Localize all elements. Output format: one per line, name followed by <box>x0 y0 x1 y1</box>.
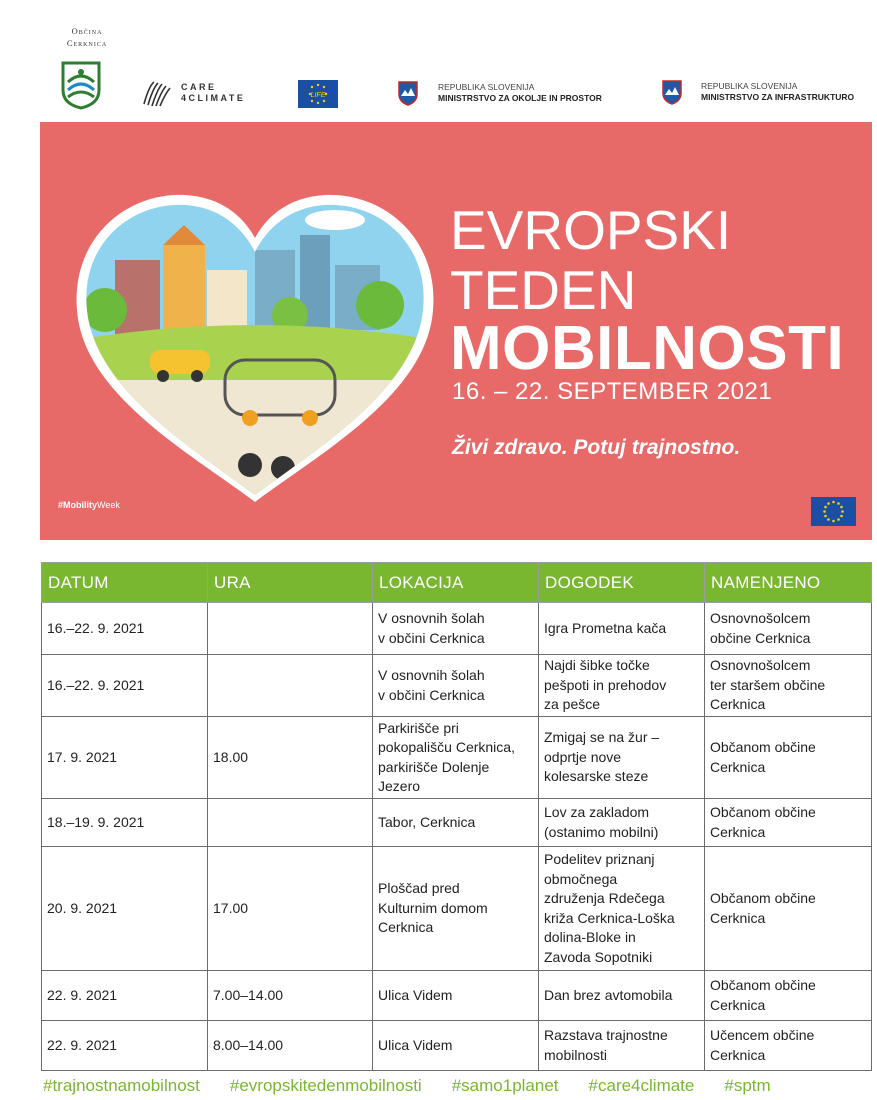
cell-lokacija: Ulica Videm <box>373 1021 539 1071</box>
care4climate-label: CARE 4CLIMATE <box>181 82 246 103</box>
cell-dogodek: Zmigaj se na žur – odprtje nove kolesarske steze <box>539 717 705 799</box>
cell-datum: 18.–19. 9. 2021 <box>42 799 208 847</box>
hashtag-care4climate: #care4climate <box>588 1076 695 1095</box>
banner-dates: 16. – 22. SEPTEMBER 2021 <box>452 378 773 405</box>
cell-namenjeno: Občanom občine Cerknica <box>705 799 872 847</box>
cell-ura <box>208 799 373 847</box>
header-datum: DATUM <box>42 563 208 603</box>
cell-datum: 22. 9. 2021 <box>42 1021 208 1071</box>
cell-namenjeno: Učencem občine Cerknica <box>705 1021 872 1071</box>
cell-datum: 17. 9. 2021 <box>42 717 208 799</box>
cell-ura: 18.00 <box>208 717 373 799</box>
banner-title-line1: EVROPSKI <box>450 199 732 261</box>
hashtag-trajnostnamobilnost: #trajnostnamobilnost <box>43 1076 200 1095</box>
cell-ura: 7.00–14.00 <box>208 971 373 1021</box>
cell-ura: 8.00–14.00 <box>208 1021 373 1071</box>
hashtag-sptm: #sptm <box>724 1076 771 1095</box>
table-row <box>42 847 872 971</box>
cell-namenjeno: Osnovnošolcem ter staršem občine Cerknica <box>705 655 872 717</box>
cell-lokacija: V osnovnih šolah v občini Cerknica <box>373 603 539 655</box>
events-table <box>41 562 872 1071</box>
cell-namenjeno: Osnovnošolcem občine Cerknica <box>705 603 872 655</box>
cell-dogodek: Lov za zakladom (ostanimo mobilni) <box>539 799 705 847</box>
header-dogodek: DOGODEK <box>539 563 705 603</box>
slovenia-coat-of-arms-icon <box>397 80 419 106</box>
cell-datum: 16.–22. 9. 2021 <box>42 655 208 717</box>
ministry-infrastructure-label: REPUBLIKA SLOVENIJA MINISTRSTVO ZA INFRASTRUKTURO <box>701 81 855 102</box>
mobility-week-banner <box>40 122 872 540</box>
cell-dogodek: Razstava trajnostne mobilnosti <box>539 1021 705 1071</box>
cell-dogodek: Podelitev priznanj območnega združenja Rdečega križa Cerknica-Loška dolina-Bloke in Zavoda Sopotniki <box>539 847 705 971</box>
table-row <box>42 1021 872 1071</box>
banner-slogan: Živi zdravo. Potuj trajnostno. <box>452 436 741 459</box>
banner-title-line2: TEDEN <box>450 259 637 321</box>
cell-lokacija: Ulica Videm <box>373 971 539 1021</box>
cell-namenjeno: Občanom občine Cerknica <box>705 717 872 799</box>
cell-datum: 22. 9. 2021 <box>42 971 208 1021</box>
eu-stars-icon <box>298 80 338 108</box>
cell-namenjeno: Občanom občine Cerknica <box>705 971 872 1021</box>
table-row <box>42 603 872 655</box>
cell-ura: 17.00 <box>208 847 373 971</box>
mobility-week-hashtag: #MobilityWeek <box>58 500 120 510</box>
logo-strip <box>0 0 877 120</box>
cell-dogodek: Igra Prometna kača <box>539 603 705 655</box>
cell-namenjeno: Občanom občine Cerknica <box>705 847 872 971</box>
cell-lokacija: V osnovnih šolah v občini Cerknica <box>373 655 539 717</box>
hashtag-samo1planet: #samo1planet <box>451 1076 559 1095</box>
cell-datum: 20. 9. 2021 <box>42 847 208 971</box>
ministry-environment-label: REPUBLIKA SLOVENIJA MINISTRSTVO ZA OKOLJE IN PROSTOR <box>438 82 602 103</box>
table-row <box>42 655 872 717</box>
hashtag-evropskitedenmobilnosti: #evropskitedenmobilnosti <box>229 1076 422 1095</box>
footer-hashtags <box>43 1076 877 1096</box>
header-ura: URA <box>208 563 373 603</box>
banner-title-line3: MOBILNOSTI <box>450 314 845 383</box>
cell-ura <box>208 603 373 655</box>
table-header-row <box>42 563 872 603</box>
slovenia-coat-of-arms-icon <box>661 79 683 105</box>
cell-dogodek: Dan brez avtomobila <box>539 971 705 1021</box>
care4climate-logo-icon <box>140 78 174 108</box>
svg-text:LIFE: LIFE <box>310 92 326 99</box>
cell-dogodek: Najdi šibke točke pešpoti in prehodov za pešce <box>539 655 705 717</box>
life-eu-logo <box>298 80 338 108</box>
cell-lokacija: Parkirišče pri pokopališču Cerknica, parkirišče Dolenje Jezero <box>373 717 539 799</box>
table-row <box>42 971 872 1021</box>
cell-lokacija: Tabor, Cerknica <box>373 799 539 847</box>
obcina-cerknica-label: Občina Cerknica <box>66 26 108 48</box>
table-row <box>42 799 872 847</box>
obcina-cerknica-crest-icon <box>60 60 102 110</box>
header-namenjeno: NAMENJENO <box>705 563 872 603</box>
heart-city-illustration-icon <box>75 190 435 510</box>
eu-stars-icon <box>811 497 856 526</box>
table-row <box>42 717 872 799</box>
cell-lokacija: Ploščad pred Kulturnim domom Cerknica <box>373 847 539 971</box>
cell-datum: 16.–22. 9. 2021 <box>42 603 208 655</box>
header-lokacija: LOKACIJA <box>373 563 539 603</box>
cell-ura <box>208 655 373 717</box>
eu-flag <box>811 497 856 526</box>
